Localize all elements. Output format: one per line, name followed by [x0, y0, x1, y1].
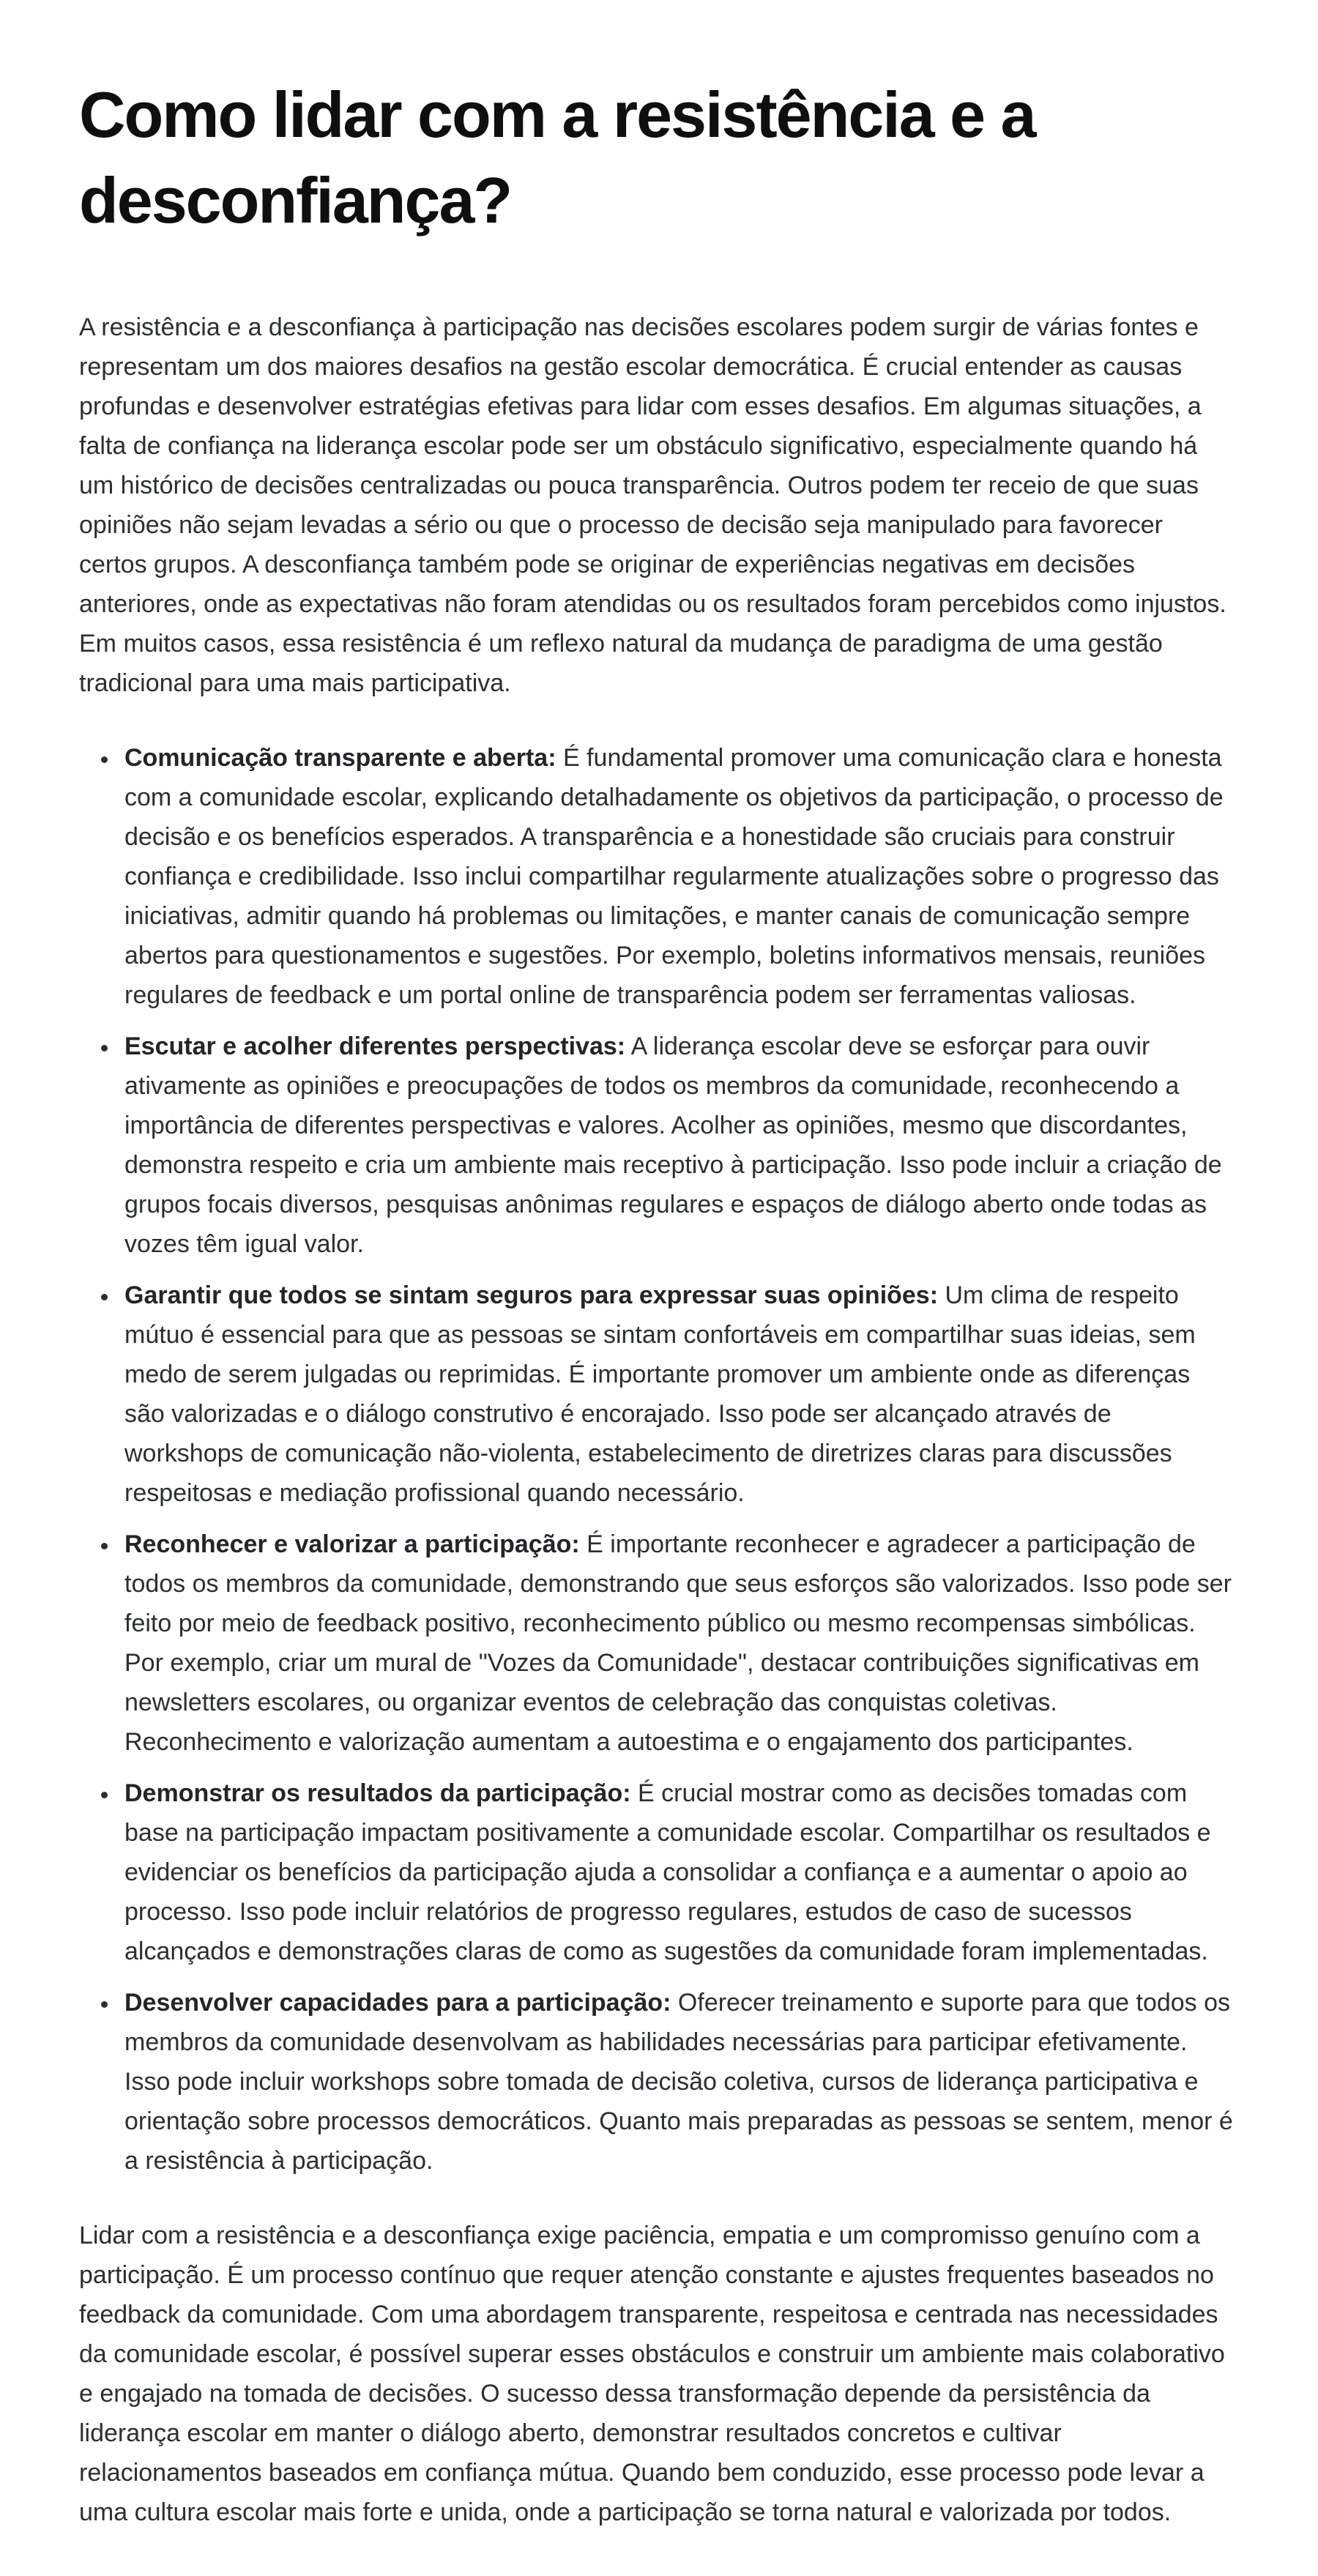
- page-title: Como lidar com a resistência e a desconfiança?: [79, 78, 1035, 237]
- list-item: [119, 1983, 1236, 2181]
- list-item-label: Garantir que todos se sintam seguros para expressar suas opiniões:: [124, 1281, 939, 1309]
- list-item-text: É crucial mostrar como as decisões tomadas com base na participação impactam positivamente a comunidade escolar. Compartilhar os resultados e evidenciar os benefícios da participação ajuda a consolidar a confiança e a aumentar o apoio ao processo. Isso pode incluir relatórios de progresso regulares, estudos de caso de sucessos alcançados e demonstrações claras de como as sugestões da comunidade foram implementadas.: [124, 1779, 1211, 1965]
- list-item: [119, 1027, 1236, 1264]
- list-item: [119, 1773, 1236, 1971]
- list-item: [119, 738, 1236, 1015]
- intro-paragraph: A resistência e a desconfiança à participação nas decisões escolares podem surgir de várias fontes e representam um dos maiores desafios na gestão escolar democrática. É crucial entender as causas profundas e desenvolver estratégias efetivas para lidar com esses desafios. Em algumas situações, a falta de confiança na liderança escolar pode ser um obstáculo significativo, especialmente quando há um histórico de decisões centralizadas ou pouca transparência. Outros podem ter receio de que suas opiniões não sejam levadas a sério ou que o processo de decisão seja manipulado para favorecer certos grupos. A desconfiança também pode se originar de experiências negativas em decisões anteriores, onde as expectativas não foram atendidas ou os resultados foram percebidos como injustos. Em muitos casos, essa resistência é um reflexo natural da mudança de paradigma de uma gestão tradicional para uma mais participativa.: [79, 313, 1226, 697]
- list-item-text: Um clima de respeito mútuo é essencial para que as pessoas se sintam confortáveis em compartilhar suas ideias, sem medo de serem julgadas ou reprimidas. É importante promover um ambiente onde as diferenças são valorizadas e o diálogo construtivo é encorajado. Isso pode ser alcançado através de workshops de comunicação não-violenta, estabelecimento de diretrizes claras para discussões respeitosas e mediação profissional quando necessário.: [124, 1281, 1196, 1507]
- closing-paragraph: Lidar com a resistência e a desconfiança exige paciência, empatia e um compromisso genuíno com a participação. É um processo contínuo que requer atenção constante e ajustes frequentes baseados no feedback da comunidade. Com uma abordagem transparente, respeitosa e centrada nas necessidades da comunidade escolar, é possível superar esses obstáculos e construir um ambiente mais colaborativo e engajado na tomada de decisões. O sucesso dessa transformação depende da persistência da liderança escolar em manter o diálogo aberto, demonstrar resultados concretos e cultivar relacionamentos baseados em confiança mútua. Quando bem conduzido, esse processo pode levar a uma cultura escolar mais forte e unida, onde a participação se torna natural e valorizada por todos.: [79, 2222, 1225, 2526]
- list-item-text: A liderança escolar deve se esforçar para ouvir ativamente as opiniões e preocupações de todos os membros da comunidade, reconhecendo a importância de diferentes perspectivas e valores. Acolher as opiniões, mesmo que discordantes, demonstra respeito e cria um ambiente mais receptivo à participação. Isso pode incluir a criação de grupos focais diversos, pesquisas anônimas regulares e espaços de diálogo aberto onde todas as vozes têm igual valor.: [124, 1032, 1222, 1258]
- list-item: [119, 1525, 1236, 1762]
- list-item-label: Escutar e acolher diferentes perspectivas:: [124, 1032, 626, 1060]
- list-item-label: Reconhecer e valorizar a participação:: [124, 1530, 580, 1558]
- list-item-label: Comunicação transparente e aberta:: [124, 744, 556, 772]
- list-item-text: É fundamental promover uma comunicação clara e honesta com a comunidade escolar, explicando detalhadamente os objetivos da participação, o processo de decisão e os benefícios esperados. A transparência e a honestidade são cruciais para construir confiança e credibilidade. Isso inclui compartilhar regularmente atualizações sobre o progresso das iniciativas, admitir quando há problemas ou limitações, e manter canais de comunicação sempre abertos para questionamentos e sugestões. Por exemplo, boletins informativos mensais, reuniões regulares de feedback e um portal online de transparência podem ser ferramentas valiosas.: [124, 744, 1224, 1009]
- list-item-label: Demonstrar os resultados da participação:: [124, 1779, 631, 1807]
- list-item-text: Oferecer treinamento e suporte para que todos os membros da comunidade desenvolvam as habilidades necessárias para participar efetivamente. Isso pode incluir workshops sobre tomada de decisão coletiva, cursos de liderança participativa e orientação sobre processos democráticos. Quanto mais preparadas as pessoas se sentem, menor é a resistência à participação.: [124, 1989, 1233, 2175]
- strategies-list: [79, 738, 1236, 2181]
- list-item: [119, 1276, 1236, 1513]
- list-item-label: Desenvolver capacidades para a participação:: [124, 1989, 671, 2017]
- list-item-text: É importante reconhecer e agradecer a participação de todos os membros da comunidade, demonstrando que seus esforços são valorizados. Isso pode ser feito por meio de feedback positivo, reconhecimento público ou mesmo recompensas simbólicas. Por exemplo, criar um mural de "Vozes da Comunidade", destacar contribuições significativas em newsletters escolares, ou organizar eventos de celebração das conquistas coletivas. Reconhecimento e valorização aumentam a autoestima e o engajamento dos participantes.: [124, 1530, 1232, 1756]
